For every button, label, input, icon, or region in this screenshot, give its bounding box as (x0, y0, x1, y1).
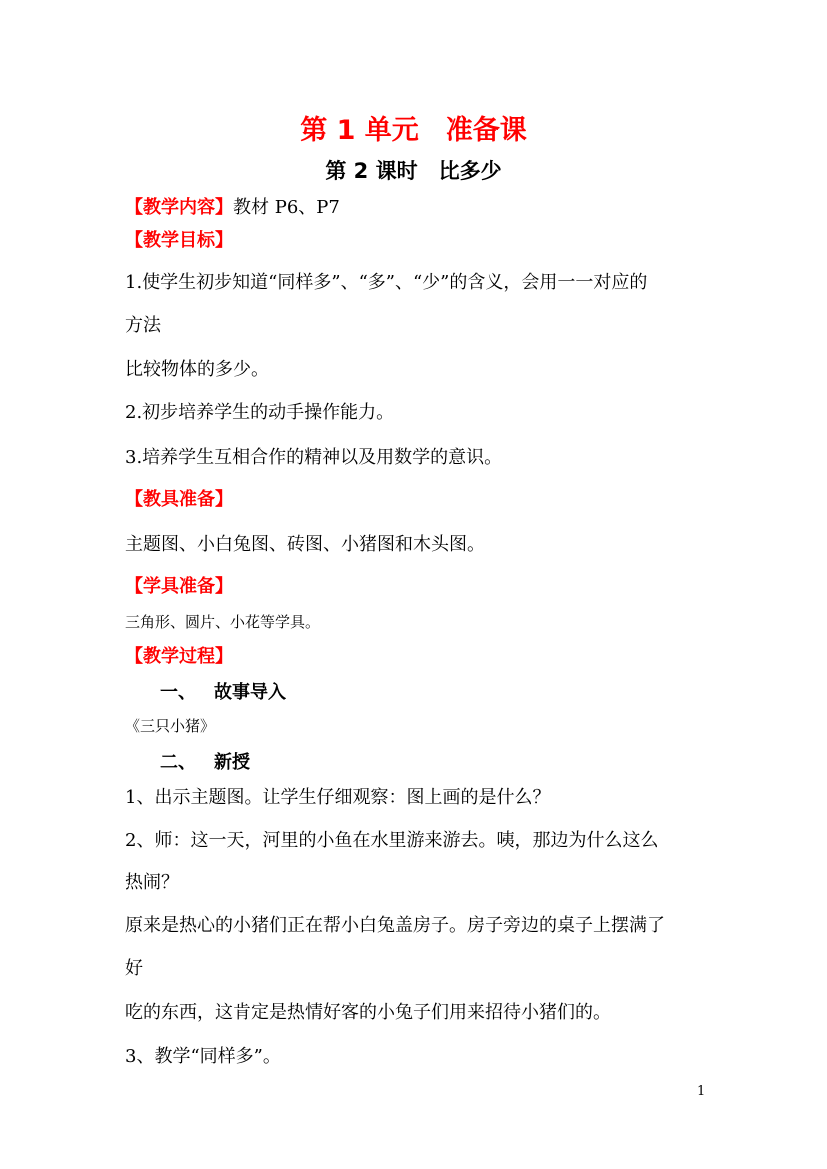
goal-line-3: 比较物体的多少。 (125, 359, 269, 380)
goal-line-4: 2.初步培养学生的动手操作能力。 (125, 402, 395, 423)
content-label: 【教学内容】 (125, 197, 233, 218)
step-number-1: 一、 (160, 682, 196, 703)
page-number: 1 (697, 1084, 706, 1099)
step-number-2: 二、 (160, 752, 196, 773)
process-line-5: 好 (125, 958, 143, 979)
page-title: 第 1 单元 准备课 (300, 115, 527, 146)
process-line-2: 2、师：这一天，河里的小鱼在水里游来游去。咦，那边为什么这么 (125, 830, 659, 851)
process-line-7: 3、教学“同样多”。 (125, 1046, 281, 1067)
step-title-1: 故事导入 (214, 682, 286, 703)
tools-label: 【教具准备】 (125, 489, 233, 510)
student-tools-text: 三角形、圆片、小花等学具。 (125, 613, 321, 631)
tools-text: 主题图、小白兔图、砖图、小猪图和木头图。 (125, 534, 485, 555)
goal-line-2: 方法 (125, 315, 161, 336)
process-line-1: 1、出示主题图。让学生仔细观察：图上画的是什么？ (125, 787, 551, 808)
content-line (125, 196, 340, 220)
process-label: 【教学过程】 (125, 646, 233, 667)
step-heading-2 (160, 751, 250, 775)
step-heading-1 (160, 681, 286, 705)
goals-label: 【教学目标】 (125, 230, 233, 251)
student-tools-label: 【学具准备】 (125, 576, 233, 597)
page-subtitle: 第 2 课时 比多少 (325, 159, 502, 183)
process-line-6: 吃的东西，这肯定是热情好客的小兔子们用来招待小猪们的。 (125, 1002, 611, 1023)
process-line-3: 热闹？ (125, 872, 179, 893)
goal-line-5: 3.培养学生互相合作的精神以及用数学的意识。 (125, 447, 503, 468)
content-text: 教材 P6、P7 (233, 197, 340, 218)
goal-line-1: 1.使学生初步知道“同样多”、“多”、“少”的含义，会用一一对应的 (125, 272, 648, 293)
process-line-4: 原来是热心的小猪们正在帮小白兔盖房子。房子旁边的桌子上摆满了 (125, 915, 665, 936)
story-title: 《三只小猪》 (125, 717, 216, 735)
step-title-2: 新授 (214, 752, 250, 773)
